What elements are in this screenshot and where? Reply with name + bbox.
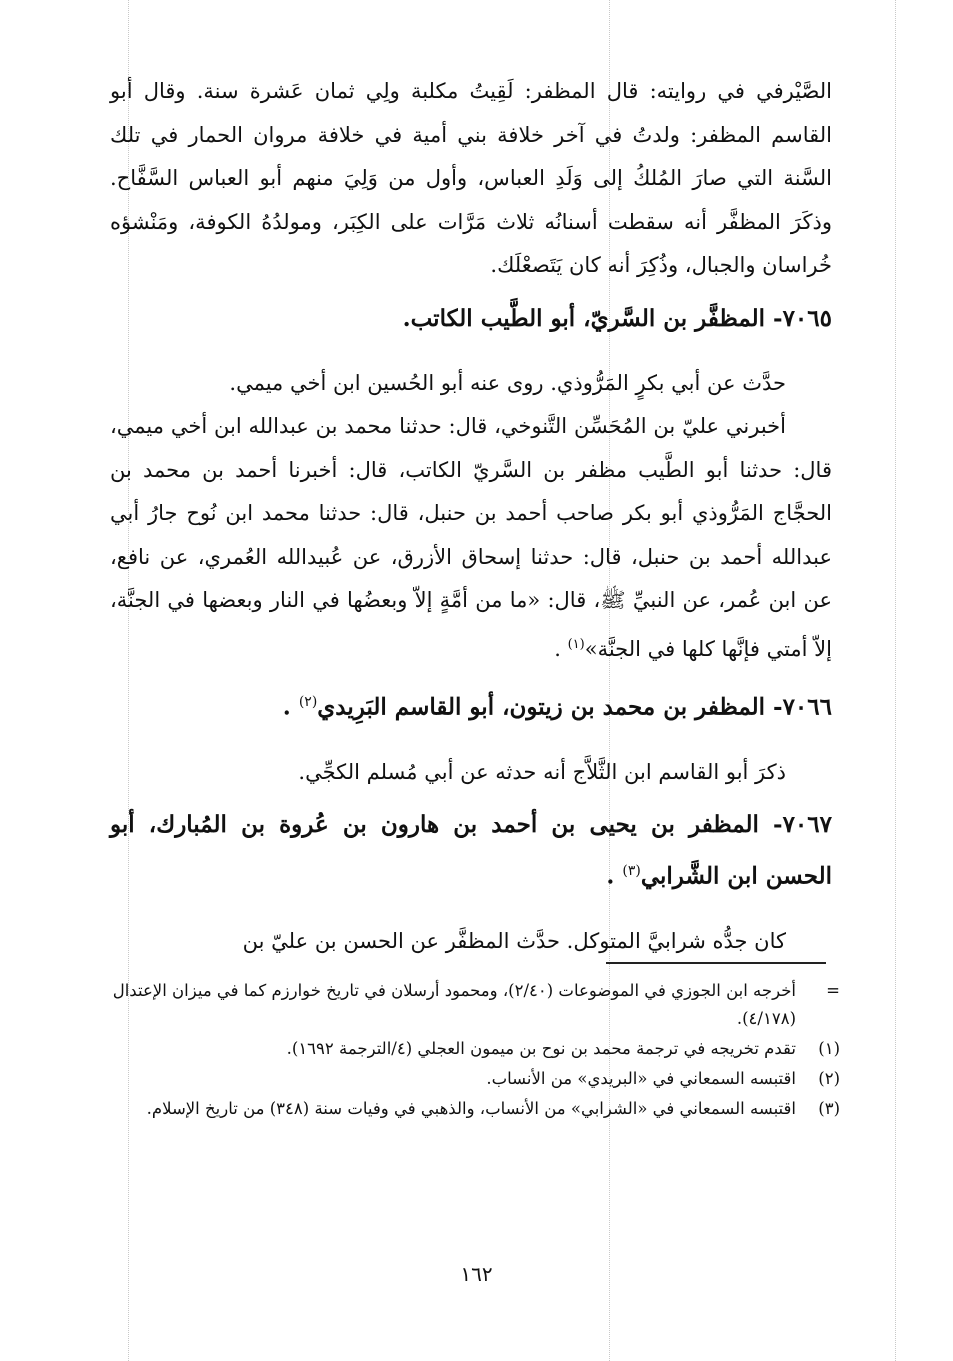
continuation-mark: = [826,981,840,1000]
main-text [110,70,832,963]
paragraph-continuation: الصَّيْرفي في روايته: قال المظفر: لَقِيتُ مكلبة ولِي ثمان عَشرة سنة. وقال أبو القاسم المظفر: ولدتُ في آخر خلافة بني أمية في خلافة مروان الحمار في تلك السَّنة التي صارَ المُلكُ إلى وَلَدِ العباس، وأول من وَلِيَ منهم أبو العباس السَّفَّاح. وذكَرَ المظفَّر أنه سقطت أسنانُه ثلاث مَرَّات على الكِبَر، ومولدُهُ الكوفة، ومَنْشؤه خُراسان والجبال، وذُكِرَ أنه كان يَتَصعْلَك. [110,79,832,277]
footnote-number: (٣) [818,1099,840,1118]
footnotes [110,975,840,1125]
footnote-ref-2[interactable]: (٢) [298,694,318,710]
footnote-number: (٢) [818,1069,840,1088]
entry-7065-paragraph-1: حدَّث عن أبي بكرٍ المَرُّوذي. روى عنه أبو الحُسين ابن أخي ميمي. [229,370,786,395]
footnote-ref-3[interactable]: (٣) [622,863,641,880]
entry-7065-paragraph-2: أخبرني عليّ بن المُحَسِّن التَّنوخي، قال: حدثنا محمد بن عبدالله ابن أخي ميمي، قال: حدثنا أبو الطَّيب مظفر بن السَّريّ الكاتب، قال: أخبرنا أحمد بن محمد بن الحجَّاج المَرُّوذي أبو بكر صاحب أحمد بن حنبل، قال: حدثنا محمد ابن نُوح جارُ أبي عبدالله أحمد بن حنبل، قال: حدثنا إسحاق الأزرق، عن عُبيدالله العُمري، عن نافع، عن ابن عُمر، عن النبيِّ ﷺ، قال: «ما من أمَّةٍ إلاّ وبعضُها في النار وبعضها في الجنَّة، إلاّ أمتي فإنَّها كلها في الجنَّة»$^{(١)}$ . [110,414,832,661]
footnote-ref-1[interactable]: (١) [567,636,585,652]
entry-heading-7067: ٧٠٦٧- المظفر بن يحيى بن أحمد بن هارون بن عُروة بن المُبارك، أبو الحسن ابن الشَّرابي$^{(٣)}$ . [110,811,832,890]
entry-7066-paragraph-1: ذكرَ أبو القاسم ابن الثَّلاَّج أنه حدثه عن أبي مُسلم الكجِّي. [298,759,786,784]
footnote-1: (١) تقدم تخريجه في ترجمة محمد بن نوح بن ميمون العجلي (٤/الترجمة ١٦٩٢). [110,1035,840,1063]
footnote-number: (١) [818,1039,840,1058]
footnote-2: (٢) اقتبسه السمعاني في «البريدي» من الأنساب. [110,1065,840,1093]
entry-7067-paragraph-1: كان جدُّه شرابيَّ المتوكل. حدَّث المظفَّر عن الحسن بن عليّ بن [242,928,786,953]
footnote-separator [606,962,826,964]
page-number: ١٦٢ [460,1262,493,1286]
scan-dotted-line [895,0,896,1361]
entry-heading-7065: ٧٠٦٥- المظفَّر بن السَّريّ، أبو الطَّيب الكاتب. [402,304,832,332]
footnote-continuation: = أخرجه ابن الجوزي في الموضوعات (٢/٤٠)، ومحمود أرسلان في تاريخ خوارزم كما في ميزان الإعتدال (٤/١٧٨). [110,977,840,1033]
footnote-3: (٣) اقتبسه السمعاني في «الشرابي» من الأنساب، والذهبي في وفيات سنة (٣٤٨) من تاريخ الإسلام. [110,1095,840,1123]
entry-heading-7066: ٧٠٦٦- المظفر بن محمد بن زيتون، أبو القاسم البَرِيدي$^{(٢)}$ . [282,693,832,721]
